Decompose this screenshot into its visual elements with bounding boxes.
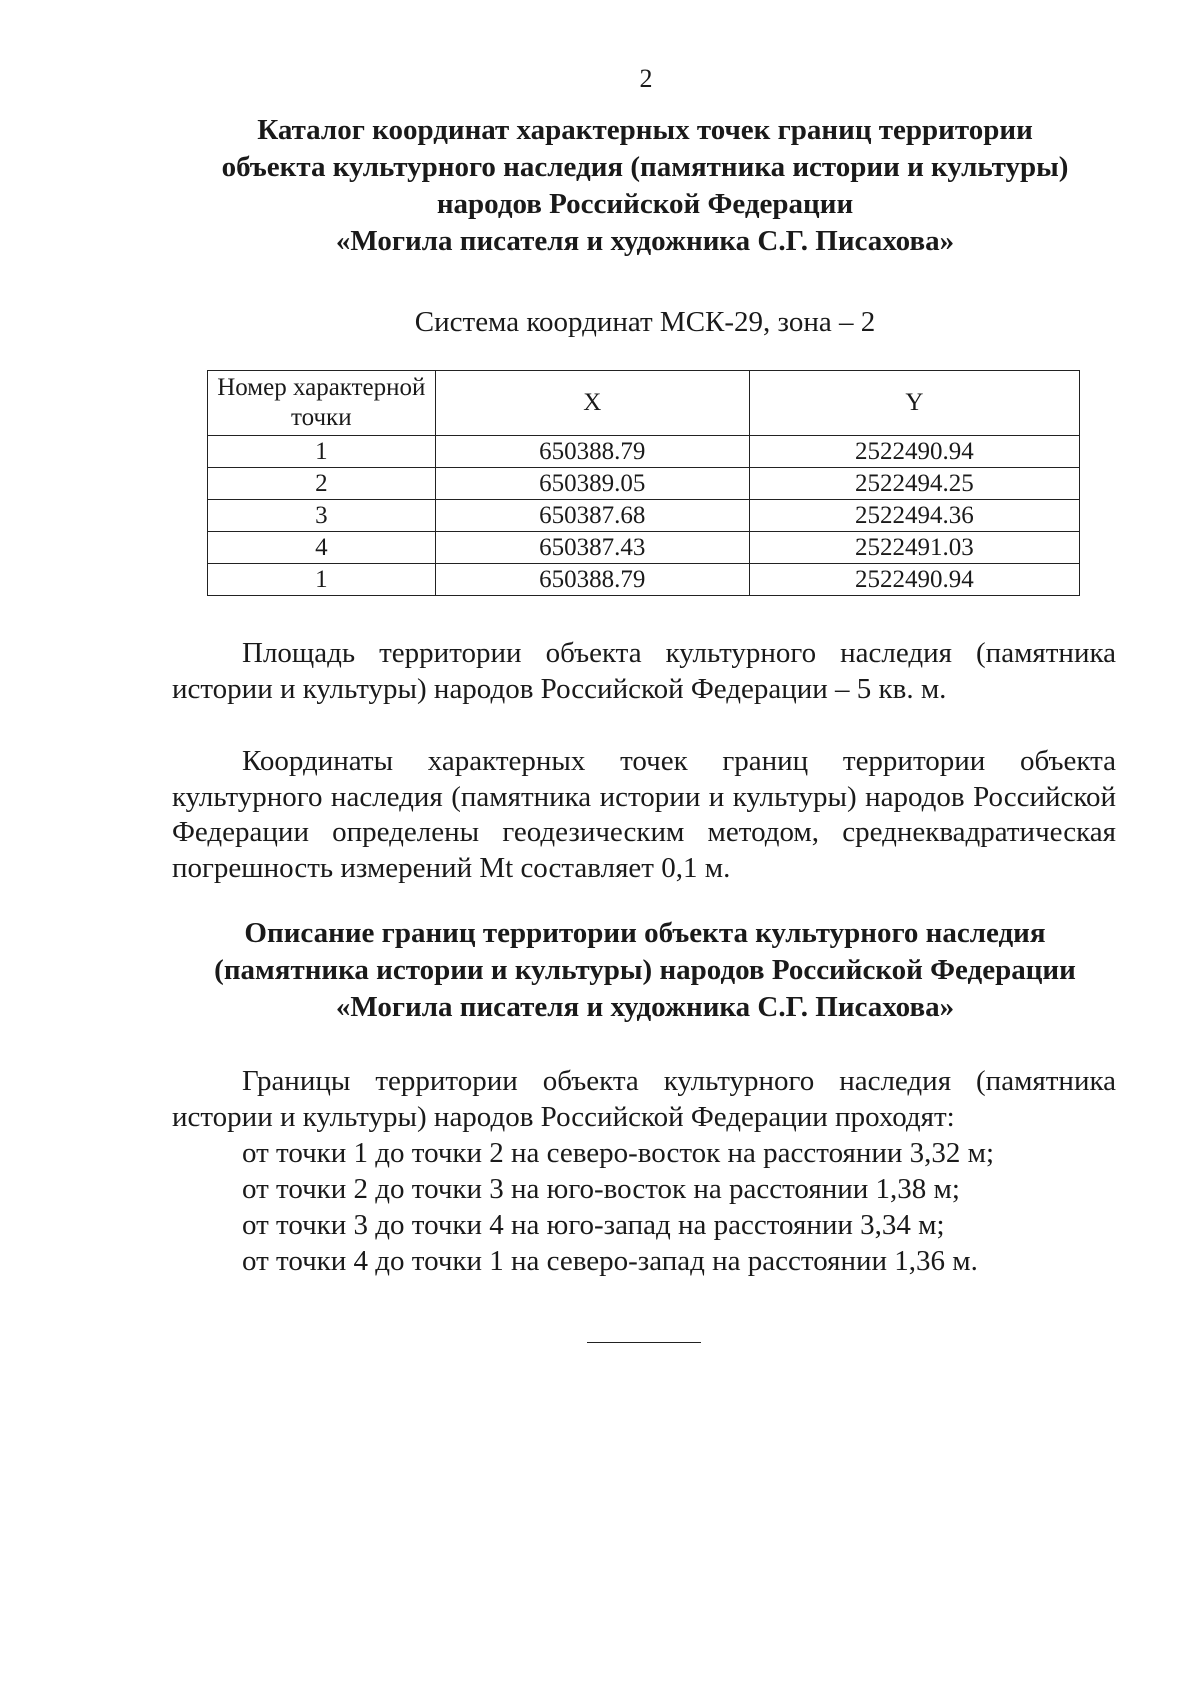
coordinates-accuracy-paragraph: Координаты характерных точек границ территории объекта культурного наследия (памятника истории и культуры) народов Российской Федерации определены геодезическим методом, среднеквадратическая погрешность измерений Mt составляет 0,1 м. [172, 745, 1116, 884]
table-row [208, 436, 1080, 468]
description-title-line: Описание границ территории объекта культурного наследия [244, 917, 1046, 949]
cell-point-number: 1 [208, 564, 436, 596]
catalog-title-line: народов Российской Федерации [436, 188, 854, 220]
boundaries-paragraph: Границы территории объекта культурного наследия (памятника истории и культуры) народов Российской Федерации проходят: [172, 1065, 1116, 1133]
table-row [208, 500, 1080, 532]
cell-x: 650387.68 [435, 500, 749, 532]
cell-y: 2522490.94 [749, 564, 1079, 596]
cell-x: 650389.05 [435, 468, 749, 500]
list-item: от точки 2 до точки 3 на юго-восток на расстоянии 1,38 м; [242, 1173, 960, 1205]
cell-point-number: 2 [208, 468, 436, 500]
boundary-segments-list [242, 1135, 1122, 1279]
page-number: 2 [639, 64, 653, 93]
header-x: X [435, 371, 749, 436]
cell-y: 2522491.03 [749, 532, 1079, 564]
coordinate-system-label: Система координат МСК-29, зона – 2 [414, 306, 876, 338]
area-paragraph: Площадь территории объекта культурного наследия (памятника истории и культуры) народов Российской Федерации – 5 кв. м. [172, 637, 1116, 705]
cell-y: 2522494.25 [749, 468, 1079, 500]
catalog-title-line: «Могила писателя и художника С.Г. Писахова» [335, 225, 955, 257]
end-of-document-rule [587, 1342, 701, 1343]
description-title [170, 915, 1120, 1026]
catalog-title [170, 112, 1120, 260]
cell-point-number: 1 [208, 436, 436, 468]
table-row [208, 564, 1080, 596]
coordinates-table [207, 370, 1080, 596]
table-header-row [208, 371, 1080, 436]
cell-x: 650388.79 [435, 436, 749, 468]
cell-y: 2522490.94 [749, 436, 1079, 468]
header-y: Y [749, 371, 1079, 436]
catalog-title-line: объекта культурного наследия (памятника истории и культуры) [221, 151, 1069, 183]
description-title-line: (памятника истории и культуры) народов Российской Федерации [214, 954, 1076, 986]
description-title-line: «Могила писателя и художника С.Г. Писахова» [335, 991, 955, 1023]
cell-point-number: 3 [208, 500, 436, 532]
table-row [208, 532, 1080, 564]
header-point-number: Номер характерной точки [208, 371, 436, 436]
list-item: от точки 4 до точки 1 на северо-запад на расстоянии 1,36 м. [242, 1245, 978, 1277]
cell-x: 650387.43 [435, 532, 749, 564]
list-item: от точки 3 до точки 4 на юго-запад на расстоянии 3,34 м; [242, 1209, 945, 1241]
cell-point-number: 4 [208, 532, 436, 564]
list-item: от точки 1 до точки 2 на северо-восток на расстоянии 3,32 м; [242, 1137, 995, 1169]
table-row [208, 468, 1080, 500]
cell-y: 2522494.36 [749, 500, 1079, 532]
catalog-title-line: Каталог координат характерных точек границ территории [257, 114, 1033, 146]
cell-x: 650388.79 [435, 564, 749, 596]
